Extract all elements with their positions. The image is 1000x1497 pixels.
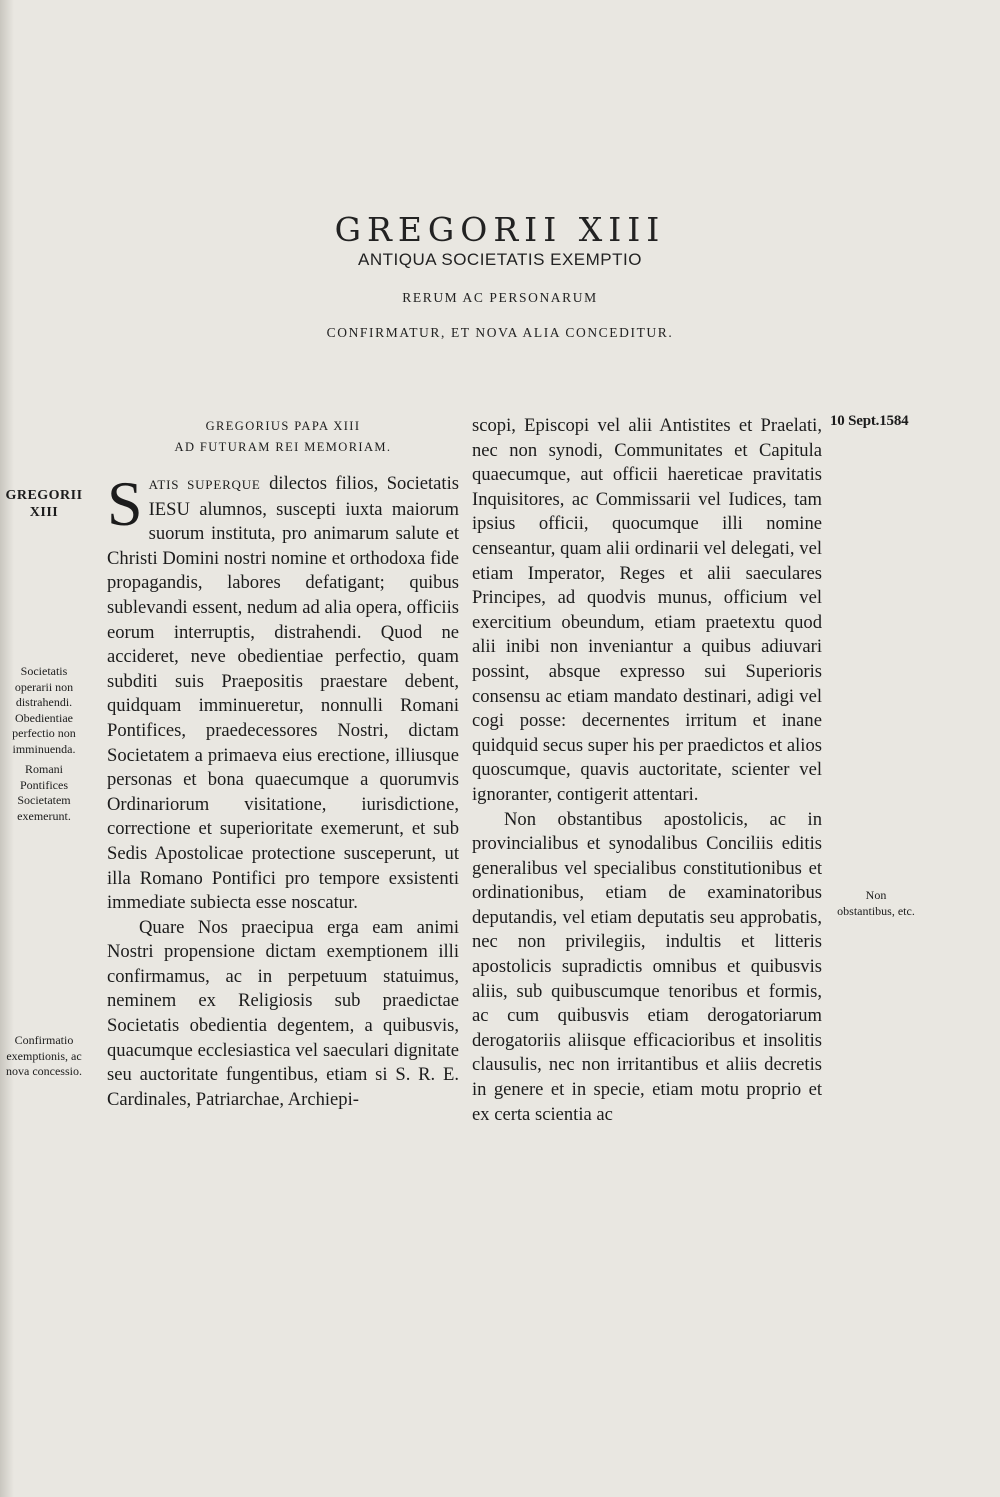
smallcaps-opening: ATIS SUPERQUE [148,477,261,492]
drop-cap: S [107,468,143,539]
paragraph-1-text: dilectos filios, Societatis IESU alumnos, suscepti iuxta maiorum suorum instituta, pro animarum salute et Christi Domini nostri nomine et orthodoxa fide propagandis, labores defatigant; quibus sublevandi essent, nedum ad alia opera, officiis eorum interruptis, distrahendi. Quod ne accideret, neve obedientiae perfectio, quam subditi suis Praepositis praestare debent, quidquam imminueretur, nonnulli Romani Pontifices, praedecessores Nostri, dictam Societatem a primaeva eius erectione, illiusque personas et bona quaecumque a quorumvis Ordinariorum visitatione, iurisdictione, correctione et superioritate exemerunt, et sub Sedis Apostolicae protectione susceperunt, ut illa Romano Pontifici pro tempore exsistenti immediate subiecta esse noscatur. [107,473,459,914]
paragraph-3: scopi, Episcopi vel alii Antistites et Praelati, nec non synodi, Communitates et Capitula quaecumque, aut officii haereticae pravitatis Inquisitores, ac Commissarii vel Iudices, tam ipsius officii, quocumque illi nomine censeantur, quam alii ordinarii vel delegati, vel etiam Imperator, Reges et alii saeculares Principes, ad quodvis munus, officium vel exercitium obeundum, etiam praetextu quod alii inibi non inveniantur a quibus adiuvari possint, absque expresso sui Superioris consensu ac etiam mandato destinari, adigi vel cogi posse: decernentes irritum et inane quidquid secus super his per praedictos et alios quoscumque, quavis auctoritate, scienter vel ignoranter, contigerit attentari. [472,415,822,805]
margin-note-2: Romani Pontifices Societatem exemerunt. [17,762,71,823]
margin-note-3: Confirmatio exemptionis, ac nova concessio. [6,1033,82,1078]
margin-heading-left: GREGORII XIII [5,488,83,520]
paragraph-4: Non obstantibus apostolicis, ac in provincialibus et synodalibus Conciliis editis generalibus vel specialibus constitutionibus et ordinationibus, etiam de examinatoribus deputandis, vel etiam deputatis seu approbatis, nec non privilegiis, indultis et litteris apostolicis supradictis omnibus et quibusvis aliis, sub quibuscumque tenoribus et formis, ac cum quibusvis etiam derogatoriarum derogatoriis aliisque efficacioribus et insolitis clausulis, nec non irritantibus et aliis decretis in genere et in specie, etiam motu proprio et ex certa scientia ac [472,808,822,1125]
paragraph-2: Quare Nos praecipua erga eam animi Nostri propensione dictam exemptionem illi confirmamus, ac in perpetuum statuimus, neminem ex Religiosis sub praedictae Societatis obedientia degentem, a quibusvis, quacumque ecclesiastica vel saeculari dignitate seu auctoritate fungentibus, etiam si S. R. E. Cardinales, Patriarchae, Archiepi- [107,916,459,1110]
address-line-1: GREGORIUS PAPA XIII [205,419,361,433]
margin-date: 10 Sept.1584 [830,413,909,429]
right-column [472,414,822,1127]
margin-note-1: Societatis operarii non distrahendi. Obedientiae perfectio non imminuenda. [12,664,76,756]
subtitle-line-3: CONFIRMATUR, ET NOVA ALIA CONCEDITUR. [326,325,674,340]
subtitle-line-2: RERUM AC PERSONARUM [402,290,598,305]
page-subtitle: ANTIQUA SOCIETATIS EXEMPTIO [358,250,642,269]
address-block [107,416,459,458]
page-title: GREGORII XIII [334,210,666,250]
paragraph-1 [107,468,459,916]
margin-note-4: Non obstantibus, etc. [837,888,915,918]
address-line-2: AD FUTURAM REI MEMORIAM. [174,440,392,454]
left-column [107,416,459,1112]
